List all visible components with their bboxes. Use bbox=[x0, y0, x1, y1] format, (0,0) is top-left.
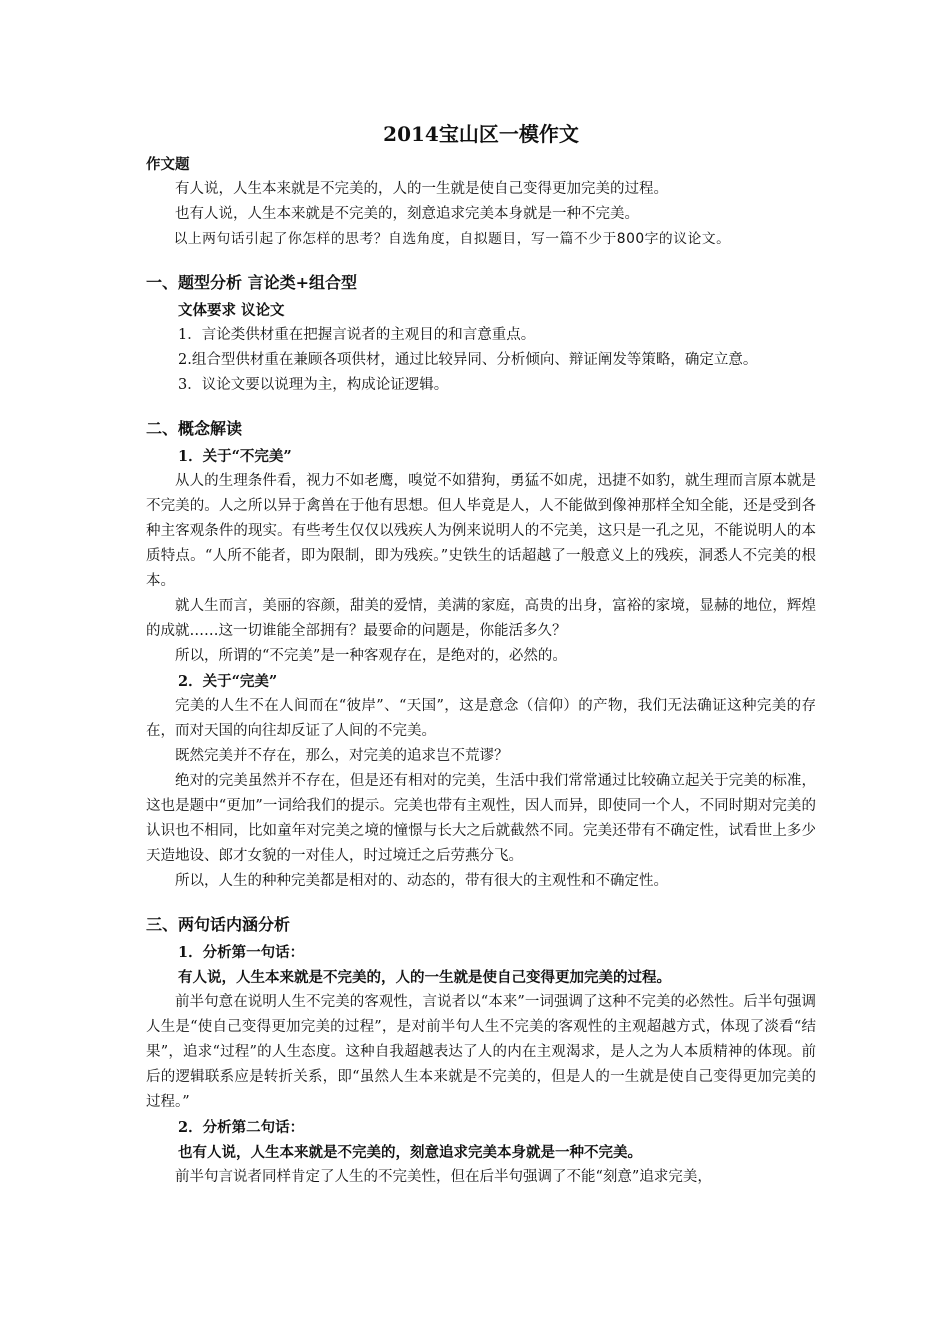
section2-sub1-para-2: 就人生而言，美丽的容颜，甜美的爱情，美满的家庭，高贵的出身，富裕的家境，显赫的地位，辉煌的成就……这一切谁能全部拥有？最要命的问题是，你能活多久？ bbox=[146, 598, 816, 639]
prompt-line-2: 也有人说，人生本来就是不完美的，刻意追求完美本身就是一种不完美。 bbox=[175, 206, 639, 222]
section2-sub2-para-2: 既然完美并不存在，那么，对完美的追求岂不荒谬？ bbox=[175, 748, 509, 764]
section2-sub1-para-3: 所以，所谓的“不完美”是一种客观存在，是绝对的，必然的。 bbox=[175, 648, 567, 664]
section2-heading: 二、概念解读 bbox=[146, 419, 243, 438]
section1-subheading: 文体要求 议论文 bbox=[178, 302, 285, 319]
prompt-line-1: 有人说，人生本来就是不完美的，人的一生就是使自己变得更加完美的过程。 bbox=[175, 181, 668, 197]
section2-sub2-para-1: 完美的人生不在人间而在“彼岸”、“天国”，这是意念（信仰）的产物，我们无法确证这种完美的存在，而对天国的向往却反证了人间的不完美。 bbox=[146, 698, 816, 739]
section1-item-2: 2.组合型供材重在兼顾各项供材，通过比较异同、分析倾向、辩证阐发等策略，确定立意。 bbox=[178, 352, 758, 368]
document-page bbox=[146, 120, 816, 1190]
section3-heading: 三、两句话内涵分析 bbox=[146, 915, 291, 934]
section1-heading: 一、题型分析 言论类+组合型 bbox=[146, 273, 357, 292]
section3-quote-2: 也有人说，人生本来就是不完美的，刻意追求完美本身就是一种不完美。 bbox=[178, 1144, 642, 1161]
section2-sub2-para-4: 所以，人生的种种完美都是相对的、动态的，带有很大的主观性和不确定性。 bbox=[175, 873, 668, 889]
prompt-label: 作文题 bbox=[146, 156, 190, 173]
section3-sub2: 2．分析第二句话： bbox=[178, 1119, 305, 1136]
section3-para-1: 前半句意在说明人生不完美的客观性，言说者以“本来”一词强调了这种不完美的必然性。后半句强调人生是“使自己变得更加完美的过程”，是对前半句人生不完美的客观性的主观超越方式，体现了淡看“结果”，追求“过程”的人生态度。这种自我超越表达了人的内在主观渴求，是人之为人本质精神的体现。前后的逻辑联系应是转折关系，即“虽然人生本来就是不完美的，但是人的一生就是使自己变得更加完美的过程。” bbox=[146, 994, 816, 1110]
page-title: 2014宝山区一模作文 bbox=[383, 122, 579, 146]
section1-item-3: 3．议论文要以说理为主，构成论证逻辑。 bbox=[178, 377, 449, 393]
section2-sub1-para-1: 从人的生理条件看，视力不如老鹰，嗅觉不如猎狗，勇猛不如虎，迅捷不如豹，就生理而言原本就是不完美的。人之所以异于禽兽在于他有思想。但人毕竟是人，人不能做到像神那样全知全能，还是受到各种主客观条件的现实。有些考生仅仅以残疾人为例来说明人的不完美，这只是一孔之见，不能说明人的本质特点。“人所不能者，即为限制，即为残疾。”史铁生的话超越了一般意义上的残疾，洞悉人不完美的根本。 bbox=[146, 473, 816, 589]
prompt-line-3: 以上两句话引起了你怎样的思考？自选角度，自拟题目，写一篇不少于800字的议论文。 bbox=[173, 231, 731, 247]
section2-sub2: 2．关于“完美” bbox=[178, 673, 278, 690]
section1-item-1: 1．言论类供材重在把握言说者的主观目的和言意重点。 bbox=[178, 327, 536, 343]
section2-sub1: 1．关于“不完美” bbox=[178, 448, 292, 465]
section3-quote-1: 有人说，人生本来就是不完美的，人的一生就是使自己变得更加完美的过程。 bbox=[178, 969, 671, 986]
section2-sub2-para-3: 绝对的完美虽然并不存在，但是还有相对的完美，生活中我们常常通过比较确立起关于完美的标准，这也是题中“更加”一词给我们的提示。完美也带有主观性，因人而异，即使同一个人，不同时期对完美的认识也不相同，比如童年对完美之境的憧憬与长大之后就截然不同。完美还带有不确定性，试看世上多少天造地设、郎才女貌的一对佳人，时过境迁之后劳燕分飞。 bbox=[146, 773, 816, 864]
section3-sub1: 1．分析第一句话： bbox=[178, 944, 305, 961]
section3-para-2: 前半句言说者同样肯定了人生的不完美性，但在后半句强调了不能“刻意”追求完美， bbox=[175, 1169, 712, 1185]
